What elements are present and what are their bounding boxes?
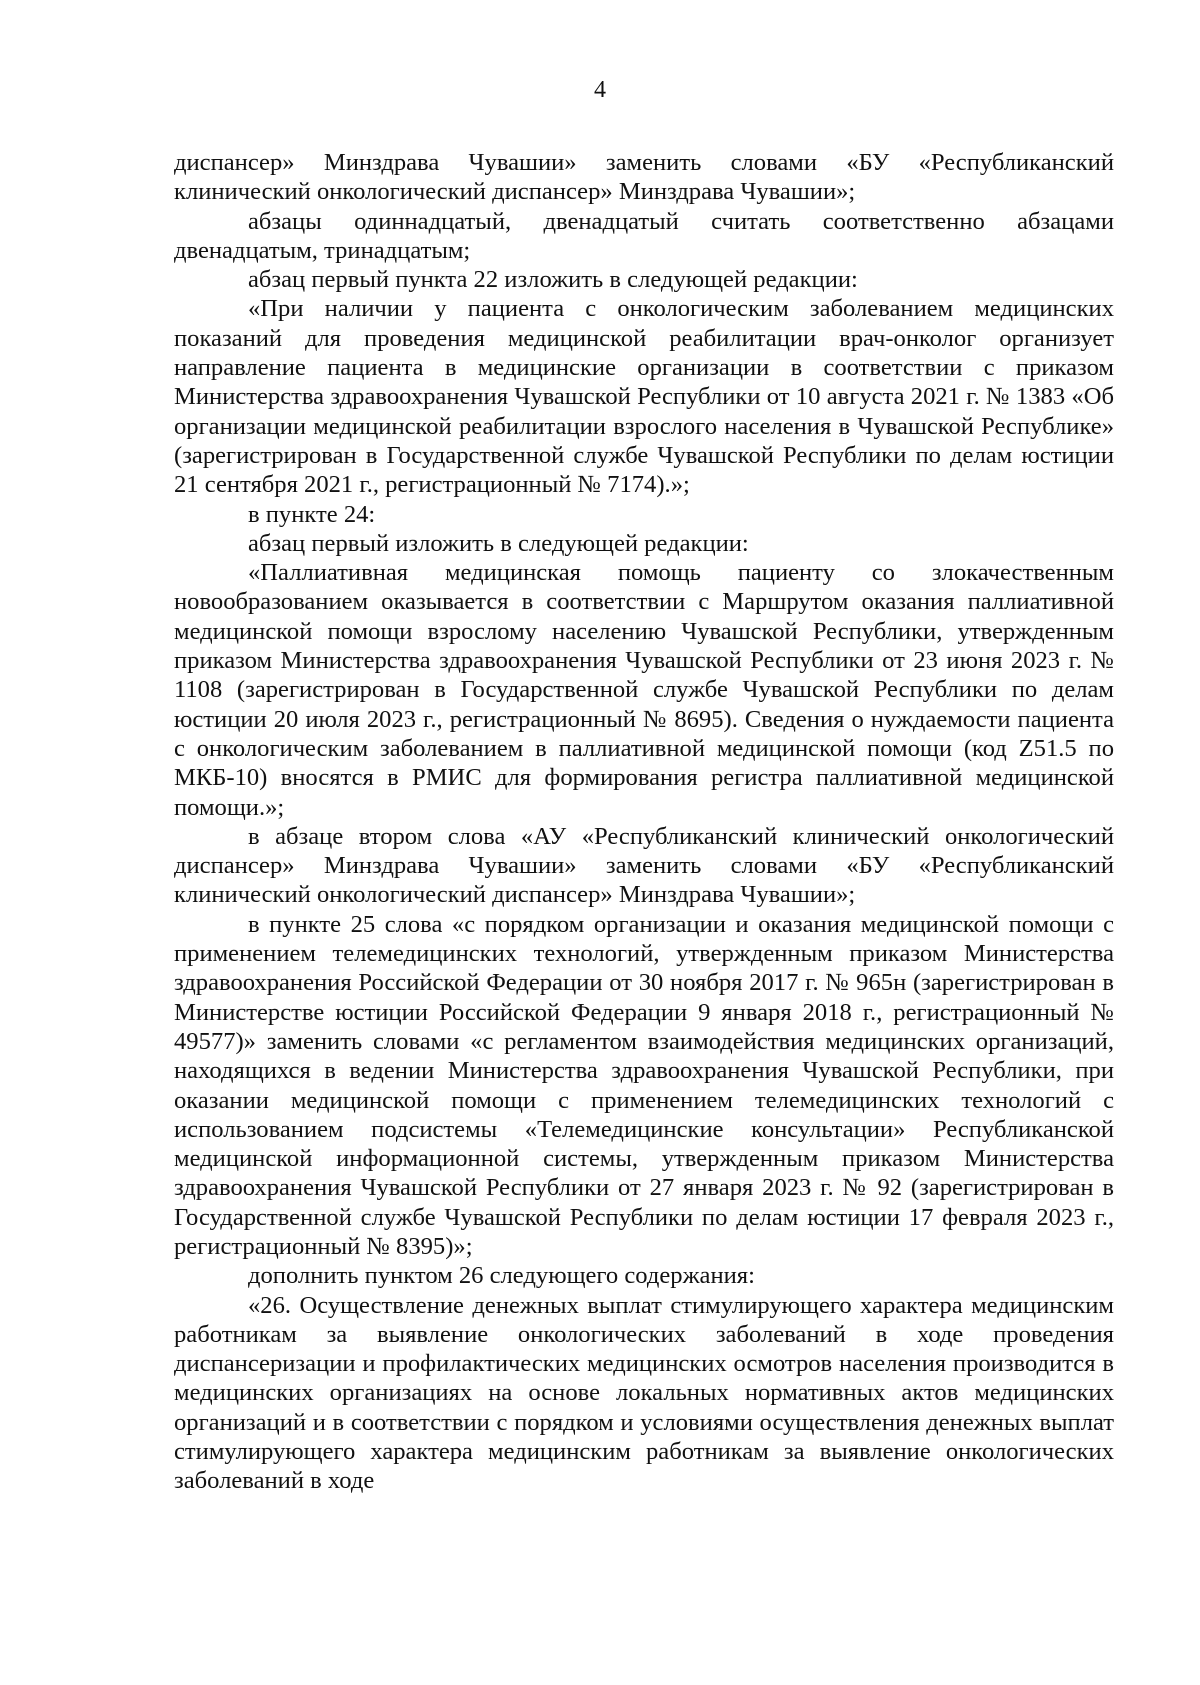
paragraph-continuation: диспансер» Минздрава Чувашии» заменить словами «БУ «Республиканский клинический онкологический диспансер» Минздрава Чувашии»;	[174, 149, 1114, 206]
paragraph-punkt-24-intro: в пункте 24:	[248, 500, 376, 528]
page-number: 4	[594, 77, 606, 103]
paragraph-punkt-24-abzac-intro: абзац первый изложить в следующей редакции:	[248, 529, 749, 557]
paragraph-punkt-24-text: «Паллиативная медицинская помощь пациенту со злокачественным новообразованием оказывается в соответствии с Маршрутом оказания паллиативной медицинской помощи взрослому населению Чувашской Республики, утвержденным приказом Министерства здравоохранения Чувашской Республики от 23 июня 2023 г. № 1108 (зарегистрирован в Государственной службе Чувашской Республики по делам юстиции 20 июля 2023 г., регистрационный № 8695). Сведения о нуждаемости пациента с онкологическим заболеванием в паллиативной медицинской помощи (код Z51.5 по МКБ-10) вносятся в РМИС для формирования регистра паллиативной медицинской помощи.»;	[174, 559, 1114, 821]
paragraph-punkt-25: в пункте 25 слова «с порядком организации и оказания медицинской помощи с применением телемедицинских технологий, утвержденным приказом Министерства здравоохранения Российской Федерации от 30 ноября 2017 г. № 965н (зарегистрирован в Министерстве юстиции Российской Федерации 9 января 2018 г., регистрационный № 49577)» заменить словами «с регламентом взаимодействия медицинских организаций, находящихся в ведении Министерства здравоохранения Чувашской Республики, при оказании медицинской помощи с применением телемедицинских технологий с использованием подсистемы «Телемедицинские консультации» Республиканской медицинской информационной системы, утвержденным приказом Министерства здравоохранения Чувашской Республики от 27 января 2023 г. № 92 (зарегистрирован в Государственной службе Чувашской Республики по делам юстиции 17 февраля 2023 г., регистрационный № 8395)»;	[174, 910, 1114, 1260]
paragraph-punkt-26-intro: дополнить пунктом 26 следующего содержания:	[248, 1262, 755, 1290]
paragraph-punkt-24-abzac-2: в абзаце втором слова «АУ «Республиканский клинический онкологический диспансер» Минздрава Чувашии» заменить словами «БУ «Республиканский клинический онкологический диспансер» Минздрава Чувашии»;	[174, 822, 1114, 909]
paragraph-punkt-26-text: «26. Осуществление денежных выплат стимулирующего характера медицинским работникам за выявление онкологических заболеваний в ходе проведения диспансеризации и профилактических медицинских осмотров населения производится в медицинских организациях на основе локальных нормативных актов медицинских организаций и в соответствии с порядком и условиями осуществления денежных выплат стимулирующего характера медицинским работникам за выявление онкологических заболеваний в ходе	[174, 1291, 1114, 1495]
paragraph-renumber-abzacy: абзацы одиннадцатый, двенадцатый считать соответственно абзацами двенадцатым, тринадцатым;	[174, 207, 1114, 264]
document-body	[174, 148, 1114, 1496]
paragraph-punkt-22-text: «При наличии у пациента с онкологическим заболеванием медицинских показаний для проведения медицинской реабилитации врач-онколог организует направление пациента в медицинские организации в соответствии с приказом Министерства здравоохранения Чувашской Республики от 10 августа 2021 г. № 1383 «Об организации медицинской реабилитации взрослого населения в Чувашской Республике» (зарегистрирован в Государственной службе Чувашской Республики по делам юстиции 21 сентября 2021 г., регистрационный № 7174).»;	[174, 295, 1114, 499]
paragraph-punkt-22-intro: абзац первый пункта 22 изложить в следующей редакции:	[248, 266, 858, 294]
